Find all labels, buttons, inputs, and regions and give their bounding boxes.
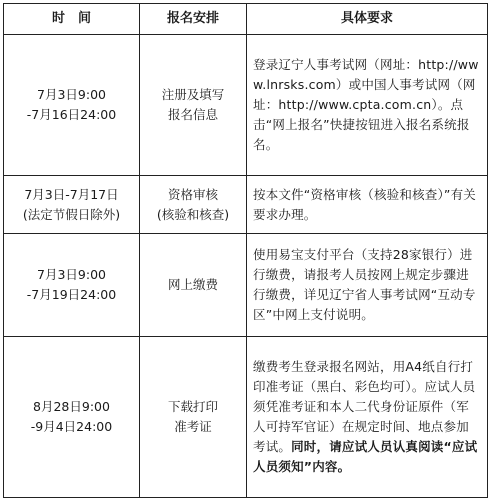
arrangement-cell: [140, 234, 247, 337]
table-row-qualification-review: [4, 176, 488, 234]
arrangement-cell: [140, 176, 247, 234]
time-end: -9月4日24:00: [30, 419, 113, 434]
arrangement-line1: 注册及填写: [161, 87, 225, 102]
header-row: [4, 4, 488, 35]
arrangement-line1: 网上缴费: [167, 277, 218, 292]
arrangement-line1: 下载打印: [167, 399, 218, 414]
requirements-cell: 按本文件“资格审核（核验和核查）”有关要求办理。: [247, 176, 488, 234]
time-start: 7月3日9:00: [37, 267, 106, 282]
table-row-online-payment: [4, 234, 488, 337]
header-requirements: 具体要求: [247, 4, 488, 35]
requirements-emphasis: 同时，请应试人员认真阅读“应试人员须知”内容。: [253, 439, 478, 474]
arrangement-line2: (核验和核查): [156, 206, 230, 222]
time-cell: [4, 234, 140, 337]
time-cell: [4, 176, 140, 234]
arrangement-line2: 报名信息: [167, 107, 218, 122]
time-end: -7月16日24:00: [26, 107, 117, 122]
time-cell: [4, 337, 140, 498]
time-note: (法定节假日除外): [22, 206, 121, 222]
time-start: 7月3日9:00: [37, 87, 106, 102]
table-row-admission-ticket: [4, 337, 488, 498]
arrangement-cell: [140, 337, 247, 498]
time-end: -7月19日24:00: [26, 287, 117, 302]
header-arrangement: 报名安排: [140, 4, 247, 35]
arrangement-cell: [140, 35, 247, 176]
table-row-registration: [4, 35, 488, 176]
requirements-cell: 登录辽宁人事考试网（网址：http://www.lnrsks.com）或中国人事考试网（网址：http://www.cpta.com.cn）。点击“网上报名”快捷按钮进入报名系统报名。: [247, 35, 488, 176]
registration-schedule-table: [3, 3, 488, 498]
header-time: 时 间: [4, 4, 140, 35]
arrangement-line2: 准考证: [174, 419, 212, 434]
requirements-cell: 使用易宝支付平台（支持28家银行）进行缴费，请报考人员按网上规定步骤进行缴费，详见辽宁省人事考试网“互动专区”中网上支付说明。: [247, 234, 488, 337]
requirements-text: 缴费考生登录报名网站，用A4纸自行打印准考证（黑白、彩色均可）。应试人员须凭准考证和本人二代身份证原件（军人可持军官证）在规定时间、地点参加考试。: [253, 359, 476, 454]
requirements-cell: [247, 337, 488, 498]
arrangement-line1: 资格审核: [167, 186, 218, 202]
time-cell: [4, 35, 140, 176]
time-start: 7月3日-7月17日: [24, 186, 119, 202]
time-start: 8月28日9:00: [33, 399, 110, 414]
